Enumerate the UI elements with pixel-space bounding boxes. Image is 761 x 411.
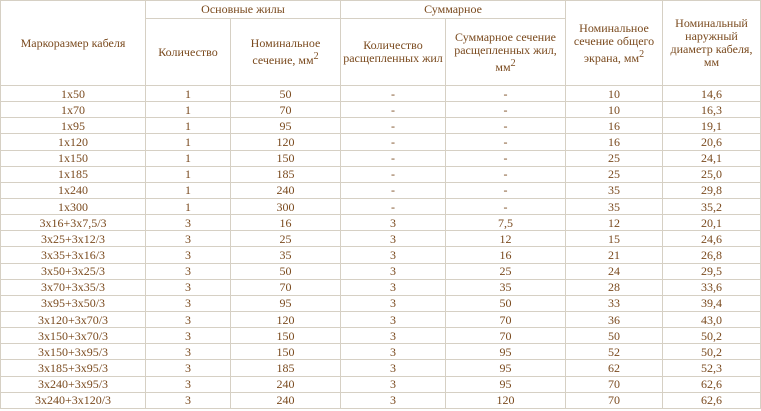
table-row: [1, 166, 761, 182]
cell-split-count: 3: [341, 215, 446, 231]
table-row: [1, 86, 761, 102]
cell-section: 150: [231, 344, 341, 360]
cell-mark: 1х95: [1, 118, 146, 134]
cell-split-section: -: [446, 198, 566, 214]
cell-diameter: 52,3: [663, 360, 761, 376]
cell-mark: 3х150+3х95/3: [1, 344, 146, 360]
cell-count: 3: [146, 376, 231, 392]
cell-count: 1: [146, 118, 231, 134]
table-row: [1, 360, 761, 376]
cell-screen: 12: [566, 215, 663, 231]
cell-count: 3: [146, 328, 231, 344]
cell-count: 3: [146, 392, 231, 408]
cell-screen: 33: [566, 295, 663, 311]
cell-screen: 24: [566, 263, 663, 279]
header-group-main: Основные жилы: [146, 1, 341, 19]
table-row: [1, 376, 761, 392]
cell-section: 16: [231, 215, 341, 231]
cell-split-count: -: [341, 134, 446, 150]
cell-diameter: 14,6: [663, 86, 761, 102]
cell-count: 3: [146, 231, 231, 247]
cell-split-count: 3: [341, 328, 446, 344]
cell-section: 120: [231, 311, 341, 327]
header-count: Количество: [146, 19, 231, 86]
header-outer-diameter: Номинальный наружный диаметр кабеля, мм: [663, 1, 761, 86]
header-split-count: Количество расщепленных жил: [341, 19, 446, 86]
header-row-groups: [1, 1, 761, 19]
cell-section: 70: [231, 102, 341, 118]
cell-split-count: -: [341, 86, 446, 102]
cell-mark: 3х70+3х35/3: [1, 279, 146, 295]
cell-diameter: 16,3: [663, 102, 761, 118]
cell-split-section: -: [446, 86, 566, 102]
cell-count: 1: [146, 86, 231, 102]
table-row: [1, 311, 761, 327]
cell-split-count: -: [341, 118, 446, 134]
cell-section: 240: [231, 182, 341, 198]
table-row: [1, 328, 761, 344]
cell-split-count: -: [341, 198, 446, 214]
cell-mark: 3х150+3х70/3: [1, 328, 146, 344]
cell-count: 3: [146, 311, 231, 327]
table-row: [1, 392, 761, 408]
cell-split-count: 3: [341, 392, 446, 408]
cell-split-section: 70: [446, 311, 566, 327]
table-row: [1, 231, 761, 247]
table-row: [1, 102, 761, 118]
cell-diameter: 35,2: [663, 198, 761, 214]
cell-split-count: -: [341, 182, 446, 198]
header-nominal-section: Номинальное сечение, $мм^2$: [231, 19, 341, 86]
cell-split-count: 3: [341, 311, 446, 327]
cell-section: 240: [231, 392, 341, 408]
cell-screen: 35: [566, 198, 663, 214]
cell-split-section: 25: [446, 263, 566, 279]
cell-screen: 25: [566, 150, 663, 166]
cell-split-count: -: [341, 166, 446, 182]
header-split-section: Суммарное сечение расщепленных жил, $мм^2$: [446, 19, 566, 86]
cell-screen: 52: [566, 344, 663, 360]
cell-split-count: 3: [341, 344, 446, 360]
cell-count: 3: [146, 215, 231, 231]
cell-mark: 3х95+3х50/3: [1, 295, 146, 311]
cell-diameter: 43,0: [663, 311, 761, 327]
superscript-2: 2: [639, 48, 645, 60]
cell-mark: 1х120: [1, 134, 146, 150]
cell-section: 185: [231, 360, 341, 376]
header-screen-section: Номинальное сечение общего экрана, $мм^2$: [566, 1, 663, 86]
cell-split-count: -: [341, 150, 446, 166]
cell-mark: 3х25+3х12/3: [1, 231, 146, 247]
cell-diameter: 50,2: [663, 344, 761, 360]
cell-split-section: 95: [446, 344, 566, 360]
cell-split-section: -: [446, 182, 566, 198]
cell-section: 35: [231, 247, 341, 263]
cell-mark: 1х300: [1, 198, 146, 214]
cell-split-count: 3: [341, 263, 446, 279]
cell-section: 50: [231, 86, 341, 102]
cell-count: 1: [146, 150, 231, 166]
cell-diameter: 24,1: [663, 150, 761, 166]
table-row: [1, 279, 761, 295]
cell-section: 50: [231, 263, 341, 279]
cell-diameter: 33,6: [663, 279, 761, 295]
table-row: [1, 118, 761, 134]
cell-split-section: -: [446, 134, 566, 150]
cell-section: 240: [231, 376, 341, 392]
table-row: [1, 295, 761, 311]
superscript-2: 2: [313, 51, 319, 62]
cell-screen: 10: [566, 102, 663, 118]
header-group-total: Суммарное: [341, 1, 566, 19]
cell-diameter: 19,1: [663, 118, 761, 134]
cell-section: 25: [231, 231, 341, 247]
cell-count: 3: [146, 295, 231, 311]
cell-section: 95: [231, 295, 341, 311]
cell-mark: 3х120+3х70/3: [1, 311, 146, 327]
cell-diameter: 62,6: [663, 392, 761, 408]
cell-split-section: 50: [446, 295, 566, 311]
table-row: [1, 134, 761, 150]
cell-screen: 10: [566, 86, 663, 102]
cell-count: 1: [146, 198, 231, 214]
header-mark: Маркоразмер кабеля: [1, 1, 146, 86]
cell-diameter: 26,8: [663, 247, 761, 263]
cell-mark: 3х16+3х7,5/3: [1, 215, 146, 231]
cell-screen: 35: [566, 182, 663, 198]
cell-split-section: -: [446, 150, 566, 166]
cell-section: 150: [231, 150, 341, 166]
cell-split-section: 70: [446, 328, 566, 344]
cell-mark: 1х70: [1, 102, 146, 118]
cell-screen: 70: [566, 392, 663, 408]
cell-split-count: 3: [341, 295, 446, 311]
cell-mark: 1х150: [1, 150, 146, 166]
cell-split-count: 3: [341, 279, 446, 295]
cell-screen: 25: [566, 166, 663, 182]
cell-mark: 1х50: [1, 86, 146, 102]
cell-count: 1: [146, 134, 231, 150]
cell-screen: 28: [566, 279, 663, 295]
cell-mark: 3х240+3х95/3: [1, 376, 146, 392]
cell-mark: 3х35+3х16/3: [1, 247, 146, 263]
cell-split-count: 3: [341, 360, 446, 376]
cell-split-section: 12: [446, 231, 566, 247]
cell-mark: 1х185: [1, 166, 146, 182]
cell-split-section: 95: [446, 376, 566, 392]
cell-screen: 15: [566, 231, 663, 247]
table-row: [1, 150, 761, 166]
cell-count: 3: [146, 360, 231, 376]
table-row: [1, 198, 761, 214]
cell-mark: 1х240: [1, 182, 146, 198]
cell-screen: 16: [566, 134, 663, 150]
cell-diameter: 29,5: [663, 263, 761, 279]
cell-split-section: 16: [446, 247, 566, 263]
cell-count: 3: [146, 279, 231, 295]
table-row: [1, 215, 761, 231]
table-body: [1, 86, 761, 409]
cell-count: 1: [146, 102, 231, 118]
cell-screen: 21: [566, 247, 663, 263]
cell-split-section: -: [446, 118, 566, 134]
cell-section: 95: [231, 118, 341, 134]
cell-section: 150: [231, 328, 341, 344]
cell-split-section: 7,5: [446, 215, 566, 231]
cell-mark: 3х50+3х25/3: [1, 263, 146, 279]
cell-diameter: 20,1: [663, 215, 761, 231]
cell-mark: 3х185+3х95/3: [1, 360, 146, 376]
cell-split-section: 35: [446, 279, 566, 295]
table-row: [1, 344, 761, 360]
cell-split-count: 3: [341, 376, 446, 392]
cell-diameter: 24,6: [663, 231, 761, 247]
cell-split-section: -: [446, 102, 566, 118]
cell-mark: 3х240+3х120/3: [1, 392, 146, 408]
cell-diameter: 20,6: [663, 134, 761, 150]
table-row: [1, 263, 761, 279]
cell-split-section: 120: [446, 392, 566, 408]
cell-split-count: 3: [341, 231, 446, 247]
cell-split-count: 3: [341, 247, 446, 263]
cell-diameter: 62,6: [663, 376, 761, 392]
cell-count: 3: [146, 247, 231, 263]
cell-diameter: 29,8: [663, 182, 761, 198]
cell-count: 1: [146, 166, 231, 182]
cell-section: 300: [231, 198, 341, 214]
cell-diameter: 39,4: [663, 295, 761, 311]
cell-split-count: -: [341, 102, 446, 118]
table-row: [1, 247, 761, 263]
cell-section: 185: [231, 166, 341, 182]
cell-screen: 50: [566, 328, 663, 344]
table-row: [1, 182, 761, 198]
cell-section: 120: [231, 134, 341, 150]
cell-diameter: 50,2: [663, 328, 761, 344]
cell-count: 3: [146, 263, 231, 279]
superscript-2: 2: [510, 57, 516, 69]
cell-count: 3: [146, 344, 231, 360]
cell-screen: 36: [566, 311, 663, 327]
cell-split-section: -: [446, 166, 566, 182]
cell-section: 70: [231, 279, 341, 295]
cell-screen: 62: [566, 360, 663, 376]
cell-count: 1: [146, 182, 231, 198]
cell-screen: 70: [566, 376, 663, 392]
cell-diameter: 25,0: [663, 166, 761, 182]
cell-screen: 16: [566, 118, 663, 134]
cell-split-section: 95: [446, 360, 566, 376]
